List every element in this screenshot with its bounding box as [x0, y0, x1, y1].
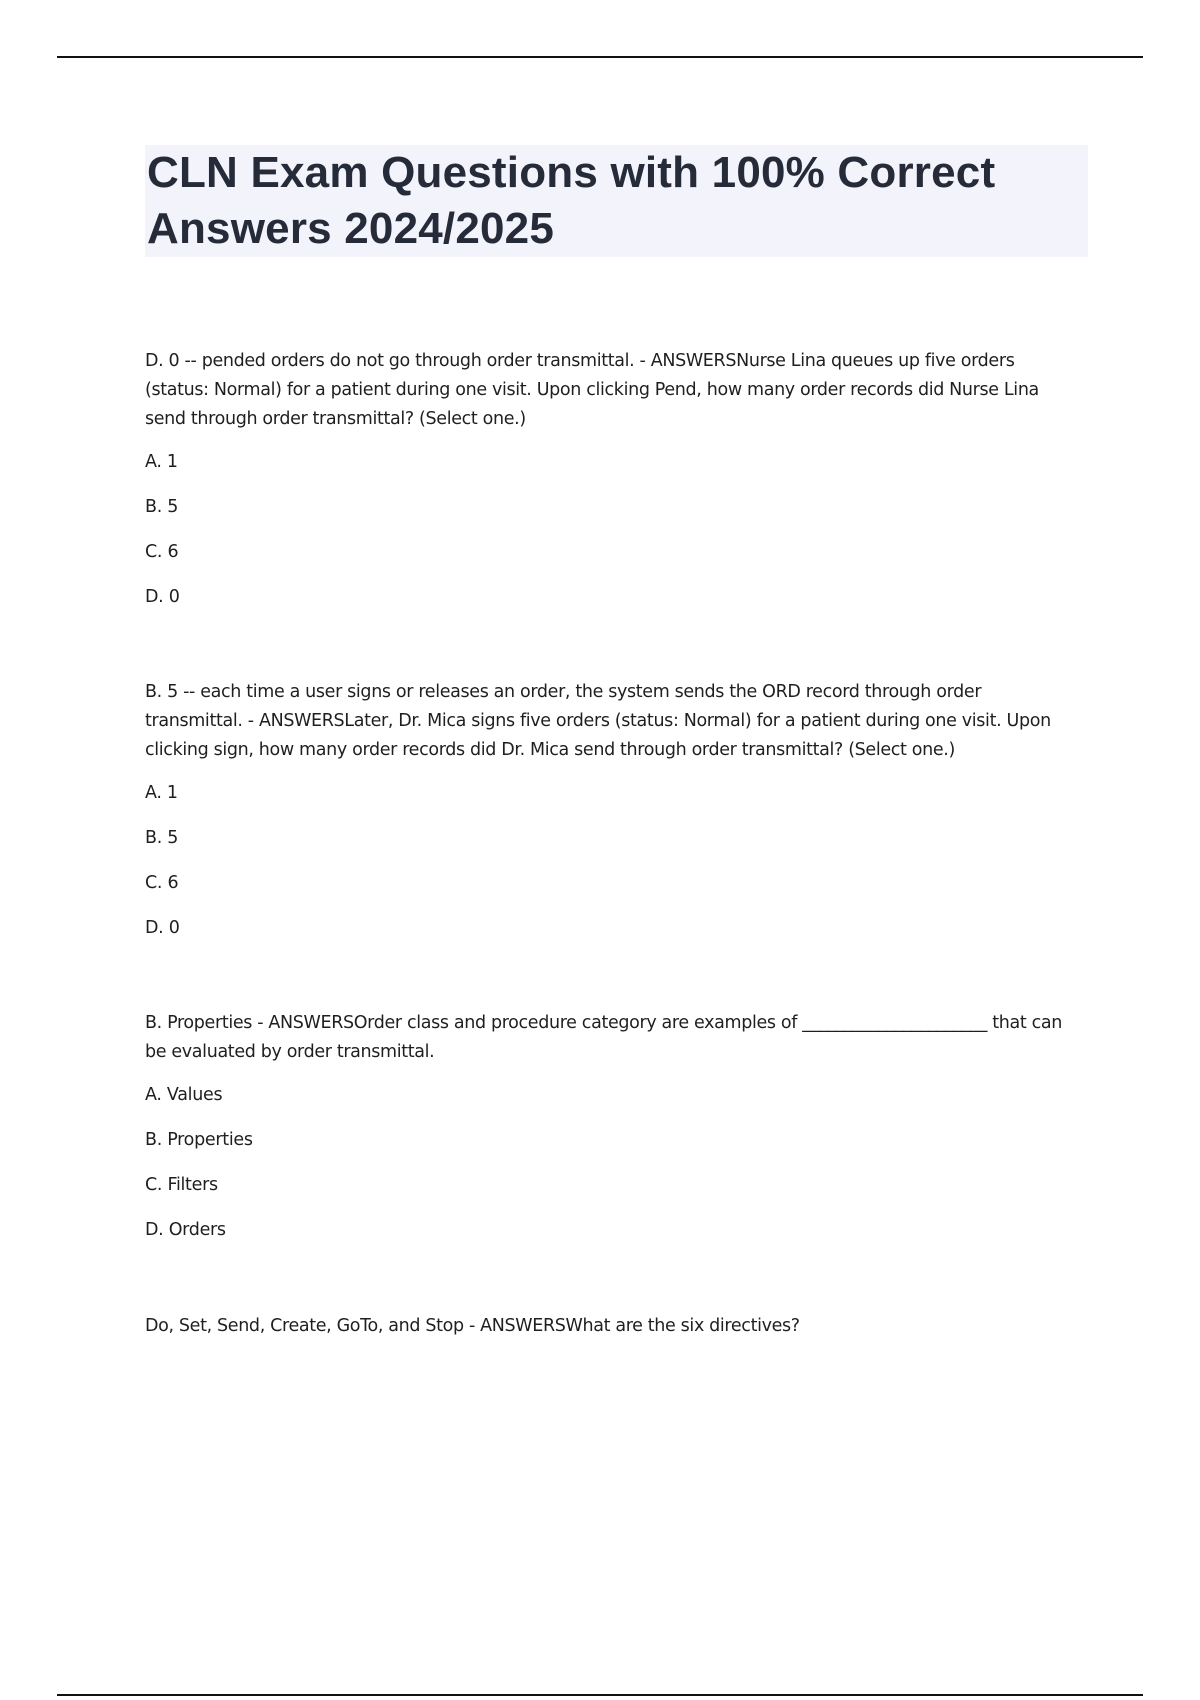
title-block — [145, 145, 1088, 257]
option-item: C. 6 — [145, 542, 179, 562]
question-text: Do, Set, Send, Create, GoTo, and Stop - ANSWERSWhat are the six directives? — [145, 1316, 800, 1336]
option-item: D. Orders — [145, 1220, 226, 1240]
option-list — [145, 781, 1080, 940]
option-item: B. 5 — [145, 828, 179, 848]
option-item: D. 0 — [145, 918, 180, 938]
option-item: C. Filters — [145, 1175, 218, 1195]
option-list — [145, 450, 1080, 609]
question-block-2 — [145, 678, 1080, 940]
question-block-4 — [145, 1312, 1080, 1341]
question-text: D. 0 -- pended orders do not go through order transmittal. - ANSWERSNurse Lina queues up five orders (status: Normal) for a patient during one visit. Upon clicking Pend, how many order records did Nurse Lina send through order transmittal? (Select one.) — [145, 351, 1039, 429]
top-divider — [57, 56, 1143, 58]
option-item: A. Values — [145, 1085, 223, 1105]
bottom-divider — [57, 1694, 1143, 1696]
option-item: D. 0 — [145, 587, 180, 607]
option-list — [145, 1083, 1080, 1242]
question-text: B. 5 -- each time a user signs or releases an order, the system sends the ORD record through order transmittal. - ANSWERSLater, Dr. Mica signs five orders (status: Normal) for a patient during one visit. Upon clicking sign, how many order records did Dr. Mica send through order transmittal? (Select one.) — [145, 682, 1051, 760]
option-item: B. 5 — [145, 497, 179, 517]
question-text: B. Properties - ANSWERSOrder class and procedure category are examples of ______________________ that can be evaluated by order transmittal. — [145, 1013, 1063, 1062]
document-title: CLN Exam Questions with 100% Correct Answers 2024/2025 — [147, 148, 996, 253]
option-item: B. Properties — [145, 1130, 253, 1150]
question-block-1 — [145, 347, 1080, 609]
question-block-3 — [145, 1009, 1080, 1242]
option-item: A. 1 — [145, 452, 178, 472]
option-item: C. 6 — [145, 873, 179, 893]
option-item: A. 1 — [145, 783, 178, 803]
